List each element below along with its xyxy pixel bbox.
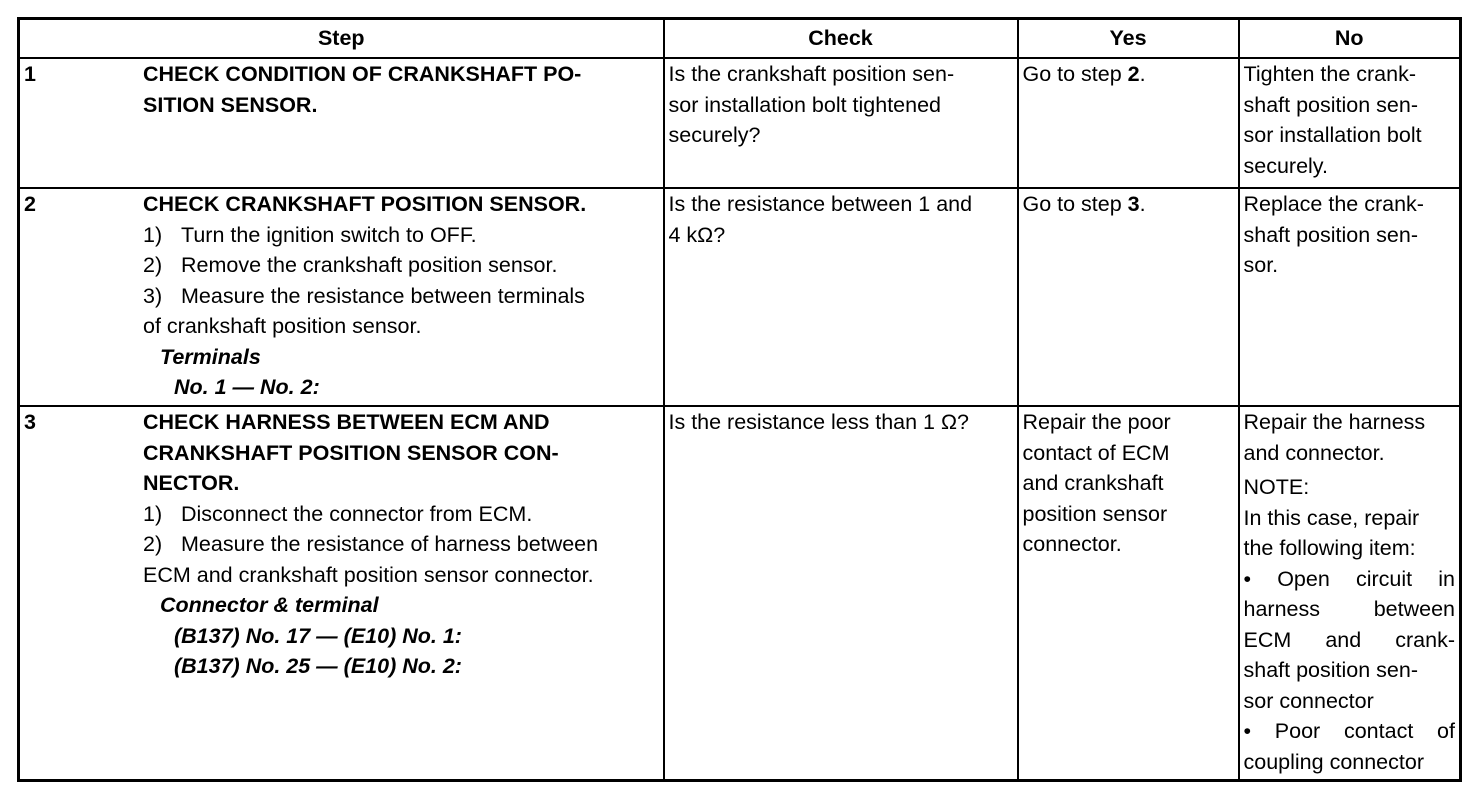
header-check: Check — [664, 19, 1018, 59]
instruction-text: Disconnect the connector from ECM. — [181, 501, 533, 526]
check-cell — [664, 188, 1018, 406]
check-text: Is the resistance less than 1 Ω? — [668, 410, 970, 434]
spec-line: No. 1 — No. 2: — [174, 375, 320, 399]
step-number: 1 — [24, 62, 36, 86]
instruction-number: 1) — [143, 222, 163, 247]
instruction — [143, 499, 655, 530]
yes-cell — [1018, 188, 1239, 406]
step-title: CHECK HARNESS BETWEEN ECM AND CRANKSHAFT POSITION SENSOR CON- NECTOR. — [143, 410, 559, 495]
instruction-number: 2) — [143, 532, 163, 556]
note-item: • Open circuit in — [1243, 566, 1455, 591]
spec-line: (B137) No. 17 — (E10) No. 1: — [174, 623, 462, 648]
yes-step-link: 2 — [1127, 62, 1140, 86]
diagnostic-table — [17, 17, 1462, 782]
yes-cell — [1018, 406, 1239, 781]
step-cell — [19, 188, 664, 406]
yes-text: Go to step — [1022, 62, 1128, 86]
header-yes: Yes — [1018, 19, 1239, 59]
step-number: 2 — [24, 192, 36, 216]
header-row — [19, 19, 1461, 59]
instruction-text: Turn the ignition switch to OFF. — [181, 222, 477, 247]
yes-text: Repair the poor contact of ECM and crankshaft position sensor connector. — [1022, 410, 1171, 556]
no-cell — [1239, 58, 1461, 188]
instruction-number: 3) — [143, 283, 163, 308]
header-step: Step — [19, 19, 664, 59]
instruction — [143, 250, 655, 281]
spec-line: (B137) No. 25 — (E10) No. 2: — [174, 654, 462, 678]
spec-heading: Terminals — [160, 344, 261, 369]
instruction-text: Measure the resistance of harness between ECM and crankshaft position sensor connector. — [143, 532, 599, 587]
note-item-cont: ECM and crank- — [1243, 627, 1455, 652]
yes-suffix: . — [1139, 192, 1146, 216]
yes-suffix: . — [1139, 62, 1146, 86]
note-item-cont: shaft position sen- — [1243, 658, 1418, 682]
note-item-cont: harness between — [1243, 597, 1455, 621]
spec-heading: Connector & terminal — [160, 593, 379, 617]
instruction-number: 2) — [143, 253, 163, 277]
note-item: • Poor contact of — [1243, 719, 1455, 743]
no-text: Repair the harness and connector. — [1243, 410, 1426, 465]
note-label: NOTE: — [1243, 475, 1310, 499]
yes-step-link: 3 — [1127, 192, 1140, 216]
no-cell — [1239, 188, 1461, 406]
note-item-cont: sor connector — [1243, 688, 1374, 713]
table-row — [19, 406, 1461, 781]
instruction-number: 1) — [143, 501, 163, 526]
table-row — [19, 188, 1461, 406]
check-cell — [664, 58, 1018, 188]
note-item-cont: coupling connector — [1243, 749, 1424, 774]
check-text: Is the resistance between 1 and 4 kΩ? — [668, 192, 973, 247]
yes-cell — [1018, 58, 1239, 188]
no-text: Replace the crank- shaft position sen- sor. — [1243, 192, 1424, 277]
instruction — [143, 281, 655, 342]
step-title: CHECK CONDITION OF CRANKSHAFT PO- SITION SENSOR. — [143, 62, 582, 117]
no-text: Tighten the crank- shaft position sen- sor installation bolt securely. — [1243, 62, 1422, 178]
yes-text: Go to step — [1022, 192, 1128, 216]
step-title: CHECK CRANKSHAFT POSITION SENSOR. — [143, 192, 587, 216]
instruction-text: Measure the resistance between terminals of crankshaft position sensor. — [143, 283, 585, 338]
note-intro: In this case, repair the following item: — [1243, 505, 1420, 560]
table-row — [19, 58, 1461, 188]
check-cell — [664, 406, 1018, 781]
header-no: No — [1239, 19, 1461, 59]
instruction — [143, 529, 655, 590]
step-cell — [19, 58, 664, 188]
step-number: 3 — [24, 410, 36, 434]
check-text: Is the crankshaft position sen- sor installation bolt tightened securely? — [668, 62, 955, 147]
instruction — [143, 220, 655, 251]
no-cell — [1239, 406, 1461, 781]
instruction-text: Remove the crankshaft position sensor. — [181, 253, 558, 277]
step-cell — [19, 406, 664, 781]
